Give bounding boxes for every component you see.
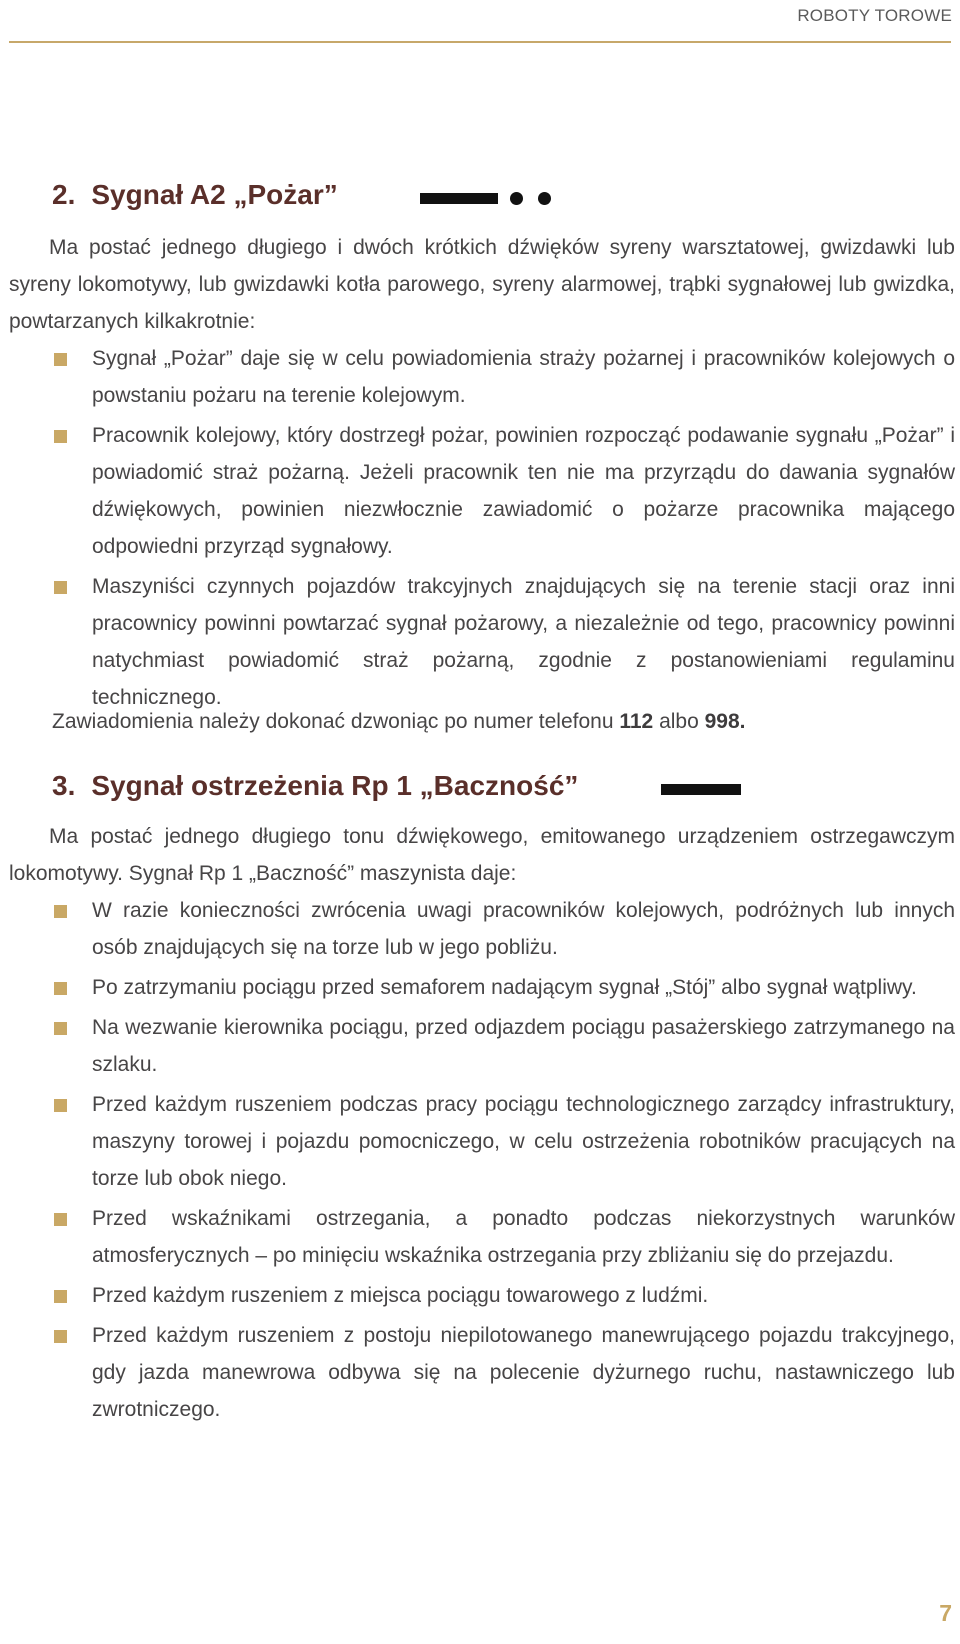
section-a2-bullet-list: [52, 340, 955, 716]
list-item: Przed każdym ruszeniem z postoju niepilotowanego manewrującego pojazdu trakcyjnego, gdy jazda manewrowa odbywa się na polecenie dyżurnego ruchu, nastawniczego lub zwrotniczego.: [52, 1317, 955, 1428]
section-rp1-bullet-list: [52, 892, 955, 1428]
section-a2-heading: [52, 175, 338, 215]
list-item: Przed każdym ruszeniem z miejsca pociągu towarowego z ludźmi.: [52, 1277, 955, 1314]
emergency-phone-notice: Zawiadomienia należy dokonać dzwoniąc po numer telefonu 112 albo 998.: [52, 710, 746, 733]
bullet-square-icon: [54, 905, 67, 918]
section-rp1-number: 3.: [52, 770, 76, 801]
phone-number-112: 112: [619, 710, 654, 733]
section-rp1-heading: [52, 766, 578, 806]
header-divider: [9, 41, 951, 43]
list-item: Po zatrzymaniu pociągu przed semaforem nadającym sygnał „Stój” albo sygnał wątpliwy.: [52, 969, 955, 1006]
long-tone-mark: [420, 193, 498, 204]
section-rp1-intro: Ma postać jednego długiego tonu dźwiękowego, emitowanego urządzeniem ostrzegawczym lokomotywy. Sygnał Rp 1 „Baczność” maszynista daje:: [9, 825, 955, 885]
page-number: 7: [939, 1600, 952, 1626]
list-item: Przed wskaźnikami ostrzegania, a ponadto podczas niekorzystnych warunków atmosferycznych – po minięciu wskaźnika ostrzegania przy zbliżaniu się do przejazdu.: [52, 1200, 955, 1274]
bullet-square-icon: [54, 1330, 67, 1343]
bullet-square-icon: [54, 982, 67, 995]
section-a2-intro: Ma postać jednego długiego i dwóch krótkich dźwięków syreny warsztatowej, gwizdawki lub syreny lokomotywy, lub gwizdawki kotła parowego, syreny alarmowej, trąbki sygnałowej lub gwizdka, powtarzanych kilkakrotnie:: [9, 236, 955, 333]
bullet-square-icon: [54, 430, 67, 443]
long-tone-mark: [661, 784, 741, 795]
short-tone-mark: [538, 192, 551, 205]
list-item: W razie konieczności zwrócenia uwagi pracowników kolejowych, podróżnych lub innych osób znajdujących się na torze lub w jego pobliżu.: [52, 892, 955, 966]
list-item: Przed każdym ruszeniem podczas pracy pociągu technologicznego zarządcy infrastruktury, maszyny torowej i pojazdu pomocniczego, w celu ostrzeżenia robotników pracujących na torze lub obok niego.: [52, 1086, 955, 1197]
section-a2-number: 2.: [52, 179, 76, 210]
bullet-square-icon: [54, 581, 67, 594]
section-rp1-title: Sygnał ostrzeżenia Rp 1 „Baczność”: [91, 770, 579, 801]
phone-number-998: 998.: [704, 710, 746, 733]
bullet-square-icon: [54, 353, 67, 366]
bullet-square-icon: [54, 1099, 67, 1112]
bullet-square-icon: [54, 1213, 67, 1226]
list-item: Maszyniści czynnych pojazdów trakcyjnych znajdujących się na terenie stacji oraz inni pracownicy powinni powtarzać sygnał pożarowy, a niezależnie od tego, pracownicy powinni natychmiast powiadomić straż pożarną, zgodnie z postanowieniami regulaminu technicznego.: [52, 568, 955, 716]
bullet-square-icon: [54, 1022, 67, 1035]
running-header: ROBOTY TOROWE: [797, 6, 952, 25]
short-tone-mark: [510, 192, 523, 205]
list-item: Sygnał „Pożar” daje się w celu powiadomienia straży pożarnej i pracowników kolejowych o powstaniu pożaru na terenie kolejowym.: [52, 340, 955, 414]
section-a2-title: Sygnał A2 „Pożar”: [91, 179, 338, 210]
list-item: Pracownik kolejowy, który dostrzegł pożar, powinien rozpocząć podawanie sygnału „Pożar” i powiadomić straż pożarną. Jeżeli pracownik ten nie ma przyrządu do dawania sygnałów dźwiękowych, powinien niezwłocznie zawiadomić o pożarze pracownika mającego odpowiedni przyrząd sygnałowy.: [52, 417, 955, 565]
list-item: Na wezwanie kierownika pociągu, przed odjazdem pociągu pasażerskiego zatrzymanego na szlaku.: [52, 1009, 955, 1083]
bullet-square-icon: [54, 1290, 67, 1303]
